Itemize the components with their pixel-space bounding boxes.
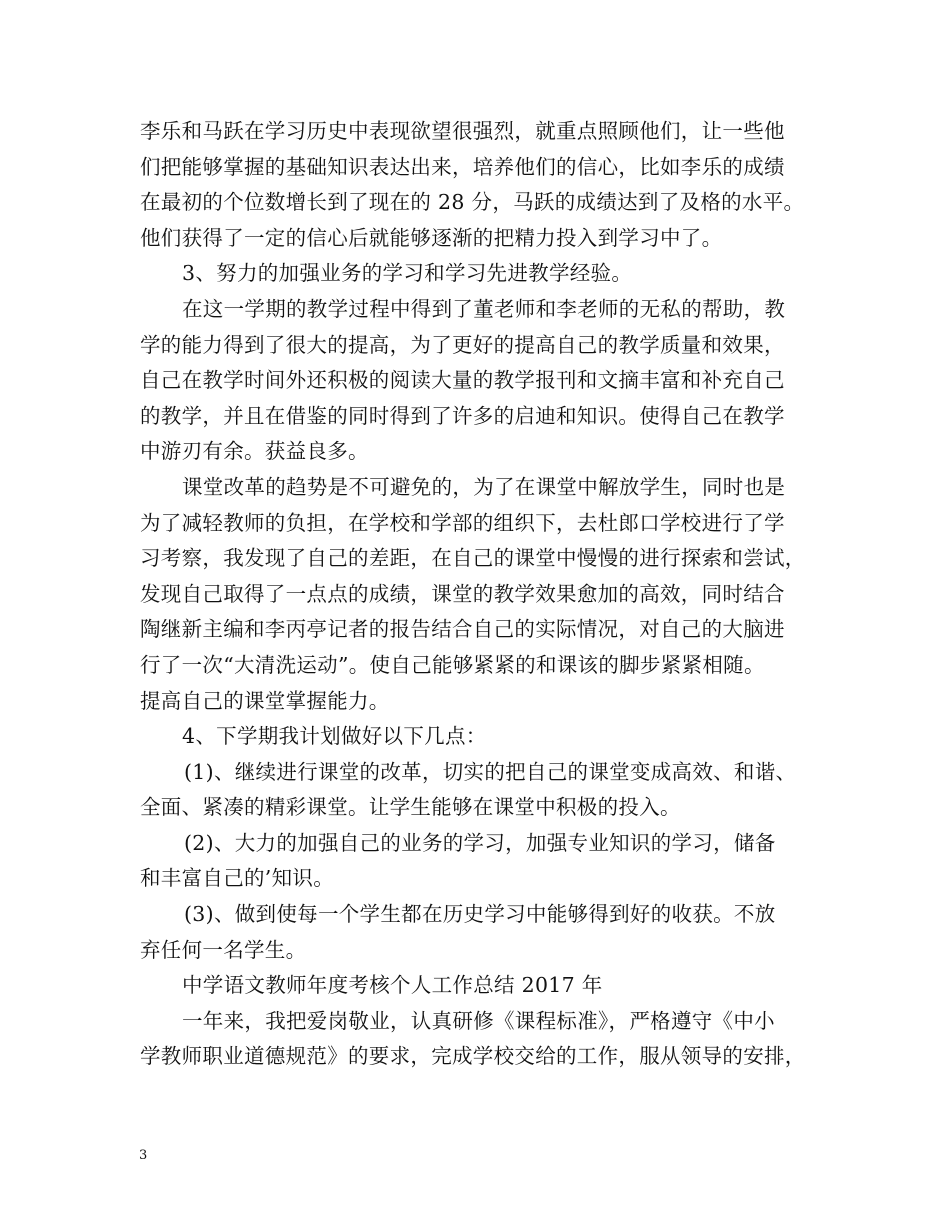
text-line: 中游刃有余。获益良多。 [140,439,369,464]
text-line: 学教师职业道德规范》的要求，完成学校交给的工作，服从领导的安排， [140,1044,806,1069]
text-line: 和丰富自己的’知识。 [140,866,335,891]
text-line: 在最初的个位数增长到了现在的 28 分，马跃的成绩达到了及格的水平。 [140,190,805,215]
text-line: 李乐和马跃在学习历史中表现欲望很强烈，就重点照顾他们，让一些他 [140,119,785,143]
text-line: 学的能力得到了很大的提高，为了更好的提高自己的教学质量和效果， [140,332,785,357]
text-line: 为了减轻教师的负担，在学校和学部的组织下，去杜郎口学校进行了学 [140,510,785,535]
text-line: 习考察，我发现了自己的差距，在自己的课堂中慢慢的进行探索和尝试， [140,546,806,571]
text-line: 的教学，并且在借鉴的同时得到了许多的启迪和知识。使得自己在教学 [140,403,785,428]
text-line: 课堂改革的趋势是不可避免的，为了在课堂中解放学生，同时也是 [182,474,786,499]
list-item: (2)、大力的加强自己的业务的学习，加强专业知识的学习，储备 [184,830,776,855]
text-line: 发现自己取得了一点点的成绩，课堂的教学效果愈加的高效，同时结合 [140,581,785,606]
page-number: 3 [139,1148,148,1163]
list-item: (1)、继续进行课堂的改革，切实的把自己的课堂变成高效、和谐、 [184,759,797,784]
document-title: 中学语文教师年度考核个人工作总结 2017 年 [182,973,603,998]
section-heading: 4、下学期我计划做好以下几点： [182,724,487,749]
text-line: 陶继新主编和李丙亭记者的报告结合自己的实际情况，对自己的大脑进 [140,617,785,642]
text-line: 弃任何一名学生。 [140,937,307,962]
text-line: 一年来，我把爱岗敬业，认真研修《课程标准》，严格遵守《中小 [182,1008,775,1033]
list-item: (3)、做到使每一个学生都在历史学习中能够得到好的收获。不放 [184,902,776,927]
text-line: 在这一学期的教学过程中得到了董老师和李老师的无私的帮助，教 [182,296,786,321]
text-line: 全面、紧凑的精彩课堂。让学生能够在课堂中积极的投入。 [140,795,681,820]
text-line: 他们获得了一定的信心后就能够逐渐的把精力投入到学习中了。 [140,225,723,250]
text-line: 提高自己的课堂掌握能力。 [140,688,390,713]
body-text [140,114,820,1075]
text-line: 自己在教学时间外还积极的阅读大量的教学报刊和文摘丰富和补充自己 [140,368,785,393]
text-line: 行了一次“大清洗运动”。使自己能够紧紧的和课该的脚步紧紧相随。 [140,652,765,677]
text-line: 们把能够掌握的基础知识表达出来，培养他们的信心，比如李乐的成绩 [140,154,785,179]
section-heading: 3、努力的加强业务的学习和学习先进教学经验。 [182,261,633,286]
